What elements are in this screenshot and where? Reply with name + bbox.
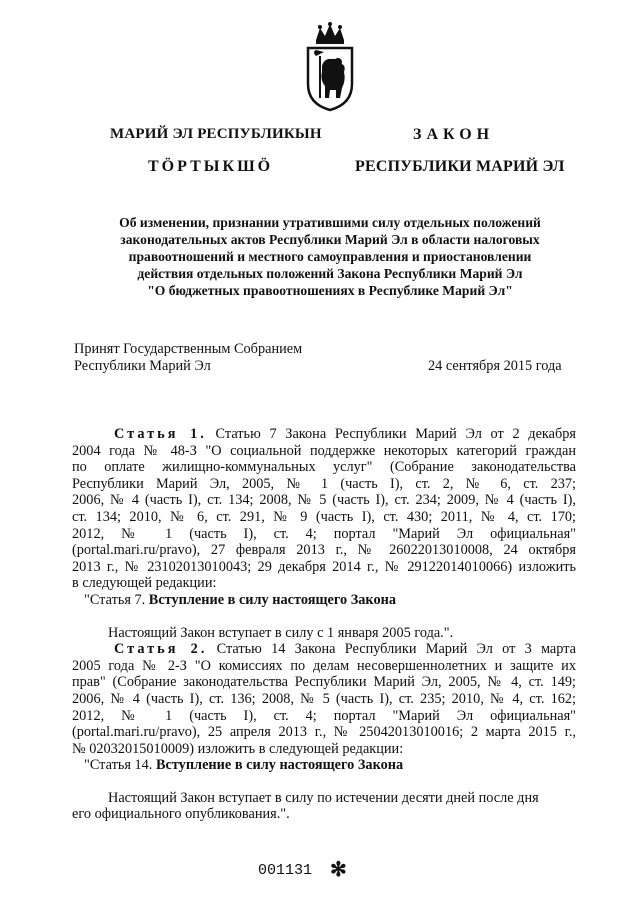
article2-first-line [72, 641, 576, 658]
article2-label: Статья 2. [114, 641, 208, 658]
article1-line: 2013 г., № 23102013010043; 29 декабря 2014 г., № 29122014010066) изложить [72, 558, 576, 575]
article2-line: 2005 года № 2-З "О комиссиях по делам несовершеннолетних и защите их [72, 657, 576, 674]
document-number: 001131 [258, 862, 313, 879]
adopted-line2: Республики Марий Эл [74, 358, 211, 374]
article1-quote-body: Настоящий Закон вступает в силу с 1 января 2005 года.". [108, 624, 454, 641]
footer-mark: ✻ [330, 859, 347, 881]
title-line: действия отдельных положений Закона Республики Марий Эл [137, 266, 523, 281]
quote-prefix: "Статья 14. [84, 757, 156, 774]
article1-label: Статья 1. [114, 426, 207, 442]
header-right-line2: РЕСПУБЛИКИ МАРИЙ ЭЛ [355, 158, 565, 175]
adopted-date: 24 сентября 2015 года [428, 358, 562, 374]
article1-line: 2012, № 1 (часть I), ст. 4; портал "Марий Эл официальная" [72, 525, 576, 542]
title-line: Об изменении, признании утратившими силу отдельных положений [119, 215, 541, 230]
header-right-line1: ЗАКОН [413, 126, 495, 143]
article2-line: 2012, № 1 (часть I), ст. 4; портал "Марий Эл официальная" [72, 707, 576, 724]
article1-line: 2006, № 4 (часть I), ст. 134; 2008, № 5 (часть I), ст. 234; 2009, № 4 (часть I), [72, 492, 576, 509]
article1-line: 2004 года № 48-З "О социальной поддержке некоторых категорий граждан [72, 442, 576, 459]
article2-quote-body: Настоящий Закон вступает в силу по истечении десяти дней после дня [108, 789, 539, 806]
article2-line: прав" (Собрание законодательства Республики Марий Эл, 2005, № 4, ст. 149; [72, 674, 576, 691]
article1-line: ст. 134; 2010, № 6, ст. 291, № 9 (часть I), ст. 430; 2011, № 4, ст. 170; [72, 508, 576, 525]
article1-line: по оплате жилищно-коммунальных услуг" (Собрание законодательства [72, 459, 576, 476]
article1-line: Статью 7 Закона Республики Марий Эл от 2 декабря [206, 426, 576, 442]
article1-quote-title [72, 592, 576, 609]
header-left-line1: МАРИЙ ЭЛ РЕСПУБЛИКЫН [110, 126, 322, 142]
title-line: правоотношений и местного самоуправления и приостановлении [128, 249, 532, 264]
law-body [72, 426, 576, 823]
header-left-line2: ТӦРТЫКШӦ [148, 158, 274, 175]
adopted-line1: Принят Государственным Собранием [74, 341, 303, 357]
law-title [70, 214, 590, 299]
article1-line: (portal.mari.ru/pravo), 27 февраля 2013 г., № 26022013010008, 24 октября [72, 542, 576, 559]
quote-title: Вступление в силу настоящего Закона [155, 757, 404, 774]
coat-of-arms-icon [300, 22, 360, 112]
quote-title: Вступление в силу настоящего Закона [148, 591, 397, 608]
article2-quote-body: его официального опубликования.". [72, 806, 290, 823]
adopted-by [74, 341, 302, 375]
article2-line: № 02032015010009) изложить в следующей редакции: [72, 740, 404, 757]
article2-line: Статью 14 Закона Республики Марий Эл от 3 марта [207, 641, 576, 658]
article2-quote-title [72, 757, 576, 774]
title-line: "О бюджетных правоотношениях в Республике Марий Эл" [147, 283, 513, 298]
quote-prefix: "Статья 7. [84, 591, 149, 608]
article2-line: 2006, № 4 (часть I), ст. 136; 2008, № 5 (часть I), ст. 235; 2010, № 4, ст. 162; [72, 690, 576, 707]
article1-line: Республики Марий Эл, 2005, № 1 (часть I), ст. 2, № 6, ст. 237; [72, 475, 576, 492]
article2-line: (portal.mari.ru/pravo), 25 апреля 2013 г., № 25042013010016; 2 марта 2015 г., [72, 724, 576, 741]
title-line: законодательных актов Республики Марий Эл в области налоговых [120, 232, 540, 247]
article1-line: в следующей редакции: [72, 575, 217, 592]
article1-first-line [72, 426, 576, 443]
